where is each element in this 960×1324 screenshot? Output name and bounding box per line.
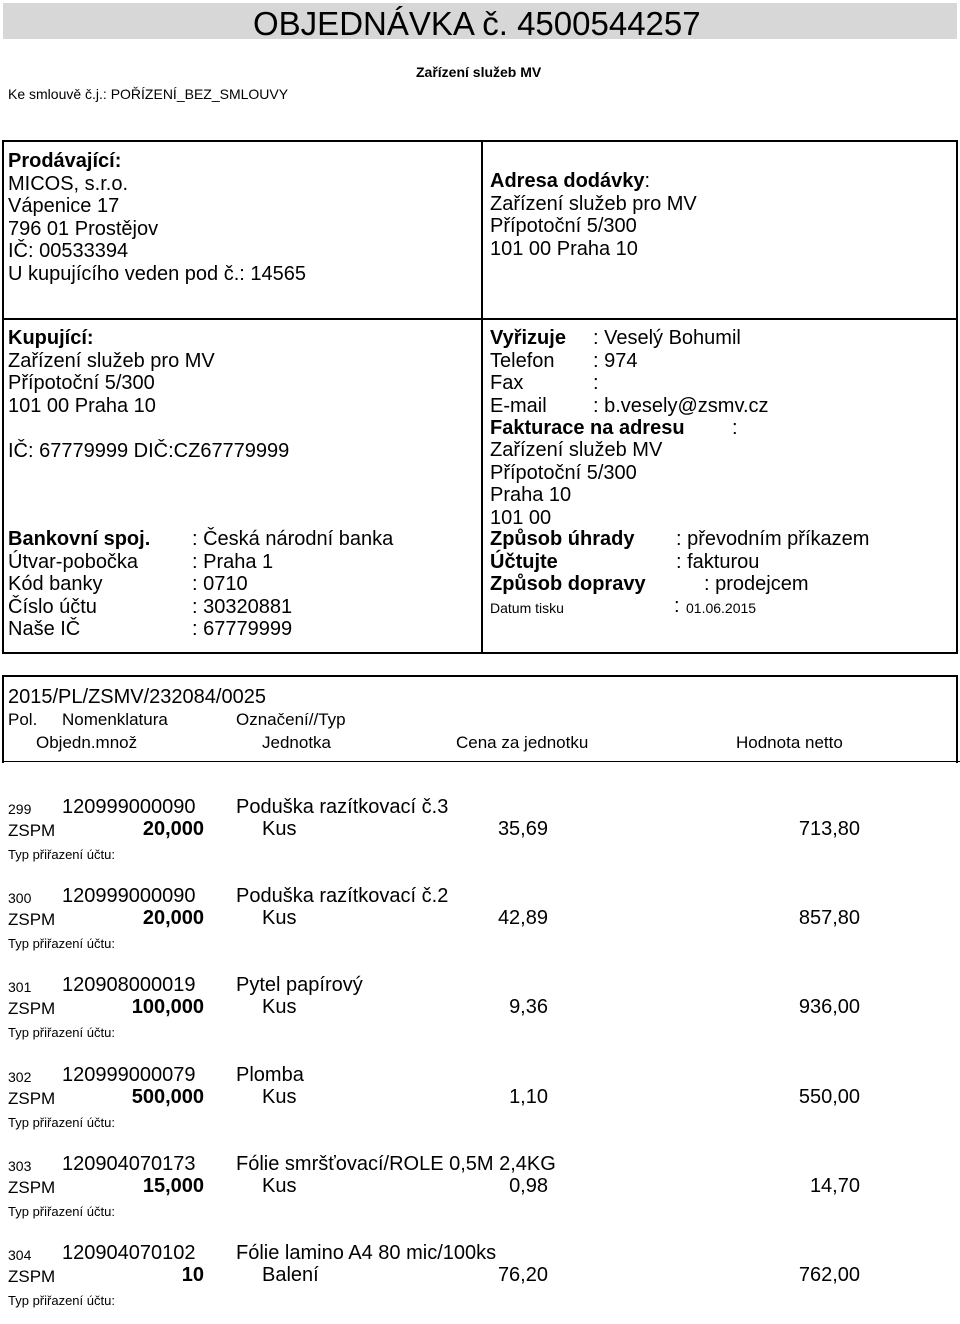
item-pol: 304 bbox=[8, 1247, 32, 1263]
fax-value: : bbox=[593, 372, 599, 394]
item-pol: 302 bbox=[8, 1069, 32, 1085]
item-name: Fólie smršťovací/ROLE 0,5M 2,4KG bbox=[236, 1153, 556, 1175]
bank-label: Číslo účtu bbox=[8, 595, 97, 618]
print-date-value: 01.06.2015 bbox=[686, 600, 757, 616]
item-account-type: Typ přiřazení účtu: bbox=[8, 847, 115, 862]
contact-labels bbox=[490, 327, 566, 417]
item-qty: 100,000 bbox=[131, 996, 204, 1018]
bank-value: : Česká národní banka bbox=[192, 528, 394, 550]
col-pol: Pol. bbox=[8, 710, 38, 729]
item-qty: 500,000 bbox=[131, 1086, 204, 1108]
col-jednotka: Jednotka bbox=[262, 733, 331, 752]
telefon-value: : 974 bbox=[593, 349, 638, 372]
bank-label: Naše IČ bbox=[8, 618, 81, 640]
item-name: Pytel papírový bbox=[236, 974, 363, 996]
seller-line: 796 01 Prostějov bbox=[8, 217, 159, 240]
delivery-heading: Adresa dodávky bbox=[490, 170, 645, 192]
item-code: 120999000090 bbox=[62, 885, 196, 907]
item-name: Plomba bbox=[236, 1064, 304, 1086]
buyer-line: Přípotoční 5/300 bbox=[8, 372, 155, 394]
item-unit: Kus bbox=[262, 996, 297, 1018]
item-code: 120904070173 bbox=[62, 1153, 196, 1175]
invoice-line: Praha 10 bbox=[490, 484, 572, 506]
print-date-label: Datum tisku bbox=[490, 600, 564, 616]
payment-value: : převodním příkazem bbox=[676, 528, 870, 550]
bank-value: : 67779999 bbox=[192, 618, 293, 640]
print-date-colon: : bbox=[674, 595, 680, 617]
item-unit: Balení bbox=[262, 1264, 319, 1286]
item-unit: Kus bbox=[262, 1086, 297, 1108]
item-unit: Kus bbox=[262, 818, 297, 840]
transport-value: : prodejcem bbox=[704, 573, 809, 595]
item-account-type: Typ přiřazení účtu: bbox=[8, 1204, 115, 1219]
item-name: Poduška razítkovací č.2 bbox=[236, 885, 449, 907]
invoice-line: 101 00 bbox=[490, 506, 552, 529]
item-unit: Kus bbox=[262, 1175, 297, 1197]
bank-value: : 30320881 bbox=[192, 595, 293, 618]
buyer-block bbox=[8, 327, 215, 417]
item-account-type: Typ přiřazení účtu: bbox=[8, 1115, 115, 1130]
seller-line: MICOS, s.r.o. bbox=[8, 172, 129, 195]
invoice-label: Fakturace na adresu bbox=[490, 417, 685, 439]
item-code: 120904070102 bbox=[62, 1242, 196, 1264]
item-pol: 301 bbox=[8, 979, 32, 995]
email-label: E-mail bbox=[490, 394, 547, 417]
item-total: 713,80 bbox=[798, 818, 860, 840]
delivery-line: Zařízení služeb pro MV bbox=[490, 192, 697, 215]
item-zspm: ZSPM bbox=[8, 821, 56, 840]
item-account-type: Typ přiřazení účtu: bbox=[8, 1025, 115, 1040]
vyrizuje-value: : Veselý Bohumil bbox=[593, 327, 741, 349]
item-code: 120908000019 bbox=[62, 974, 196, 996]
seller-line: Vápenice 17 bbox=[8, 195, 120, 217]
item-qty: 20,000 bbox=[142, 818, 204, 840]
seller-block bbox=[8, 150, 306, 285]
bank-value: : Praha 1 bbox=[192, 550, 274, 573]
delivery-line: Přípotoční 5/300 bbox=[490, 215, 637, 237]
order-ref: 2015/PL/ZSMV/232084/0025 bbox=[8, 686, 266, 708]
telefon-label: Telefon bbox=[490, 349, 555, 372]
delivery-line: 101 00 Praha 10 bbox=[490, 237, 638, 260]
page-title: OBJEDNÁVKA č. 4500544257 bbox=[253, 5, 701, 42]
item-zspm: ZSPM bbox=[8, 1178, 56, 1197]
item-total: 14,70 bbox=[809, 1175, 860, 1197]
col-nomenklatura: Nomenklatura bbox=[62, 710, 168, 729]
items-header-rule bbox=[2, 761, 960, 762]
item-account-type: Typ přiřazení účtu: bbox=[8, 936, 115, 951]
item-total: 550,00 bbox=[798, 1086, 860, 1108]
buyer-ids: IČ: 67779999 DIČ:CZ67779999 bbox=[8, 440, 290, 462]
col-cena: Cena za jednotku bbox=[456, 733, 589, 752]
seller-line: IČ: 00533394 bbox=[8, 240, 129, 262]
item-pol: 300 bbox=[8, 890, 32, 906]
bank-label: Útvar-pobočka bbox=[8, 550, 139, 573]
seller-heading: Prodávající: bbox=[8, 150, 122, 172]
item-price: 1,10 bbox=[509, 1086, 548, 1108]
bank-label: Bankovní spoj. bbox=[8, 528, 151, 550]
transport-label: Způsob dopravy bbox=[490, 573, 646, 595]
item-price: 35,69 bbox=[497, 818, 548, 840]
item-account-type: Typ přiřazení účtu: bbox=[8, 1293, 115, 1308]
item-name: Fólie lamino A4 80 mic/100ks bbox=[236, 1242, 497, 1264]
col-mnoz: Objedn.množ bbox=[36, 733, 138, 752]
item-total: 936,00 bbox=[798, 996, 860, 1018]
item-price: 9,36 bbox=[509, 996, 548, 1018]
invoice-address bbox=[490, 439, 662, 529]
bank-values bbox=[192, 528, 393, 641]
buyer-line: 101 00 Praha 10 bbox=[8, 394, 156, 417]
fax-label: Fax bbox=[490, 372, 524, 394]
seller-line: U kupujícího veden pod č.: 14565 bbox=[8, 262, 306, 285]
item-qty: 10 bbox=[181, 1264, 204, 1286]
col-hodnota: Hodnota netto bbox=[736, 733, 843, 752]
delivery-block bbox=[490, 170, 697, 260]
item-zspm: ZSPM bbox=[8, 999, 56, 1018]
buyer-line: Zařízení služeb pro MV bbox=[8, 349, 215, 372]
vyrizuje-label: Vyřizuje bbox=[490, 327, 566, 349]
item-pol: 303 bbox=[8, 1158, 32, 1174]
payment-label: Způsob úhrady bbox=[490, 528, 635, 550]
buyer-heading: Kupující: bbox=[8, 327, 94, 349]
item-price: 76,20 bbox=[497, 1264, 548, 1286]
item-zspm: ZSPM bbox=[8, 1267, 56, 1286]
item-total: 762,00 bbox=[798, 1264, 860, 1286]
issuer-name: Zařízení služeb MV bbox=[416, 64, 542, 80]
account-value: : fakturou bbox=[676, 551, 760, 573]
invoice-line: Přípotoční 5/300 bbox=[490, 461, 637, 484]
item-unit: Kus bbox=[262, 907, 297, 929]
delivery-colon: : bbox=[644, 170, 651, 192]
item-code: 120999000079 bbox=[62, 1064, 196, 1086]
invoice-line: Zařízení služeb MV bbox=[490, 439, 663, 461]
item-name: Poduška razítkovací č.3 bbox=[236, 796, 449, 818]
contract-reference: Ke smlouvě č.j.: POŘÍZENÍ_BEZ_SMLOUVY bbox=[8, 86, 289, 102]
item-pol: 299 bbox=[8, 801, 32, 817]
email-value: : b.vesely@zsmv.cz bbox=[593, 394, 769, 417]
item-total: 857,80 bbox=[798, 907, 860, 929]
item-zspm: ZSPM bbox=[8, 1089, 56, 1108]
item-code: 120999000090 bbox=[62, 796, 196, 818]
account-label: Účtujte bbox=[490, 551, 558, 573]
bank-label: Kód banky bbox=[8, 573, 103, 595]
item-zspm: ZSPM bbox=[8, 910, 56, 929]
col-oznaceni: Označení//Typ bbox=[236, 710, 346, 729]
title-bar bbox=[3, 3, 957, 42]
item-qty: 20,000 bbox=[142, 907, 204, 929]
bank-labels bbox=[8, 528, 150, 641]
item-price: 42,89 bbox=[497, 907, 548, 929]
item-price: 0,98 bbox=[509, 1175, 548, 1197]
contact-values bbox=[593, 327, 769, 417]
bank-value: : 0710 bbox=[192, 573, 248, 595]
invoice-colon: : bbox=[732, 417, 738, 439]
item-qty: 15,000 bbox=[142, 1175, 204, 1197]
